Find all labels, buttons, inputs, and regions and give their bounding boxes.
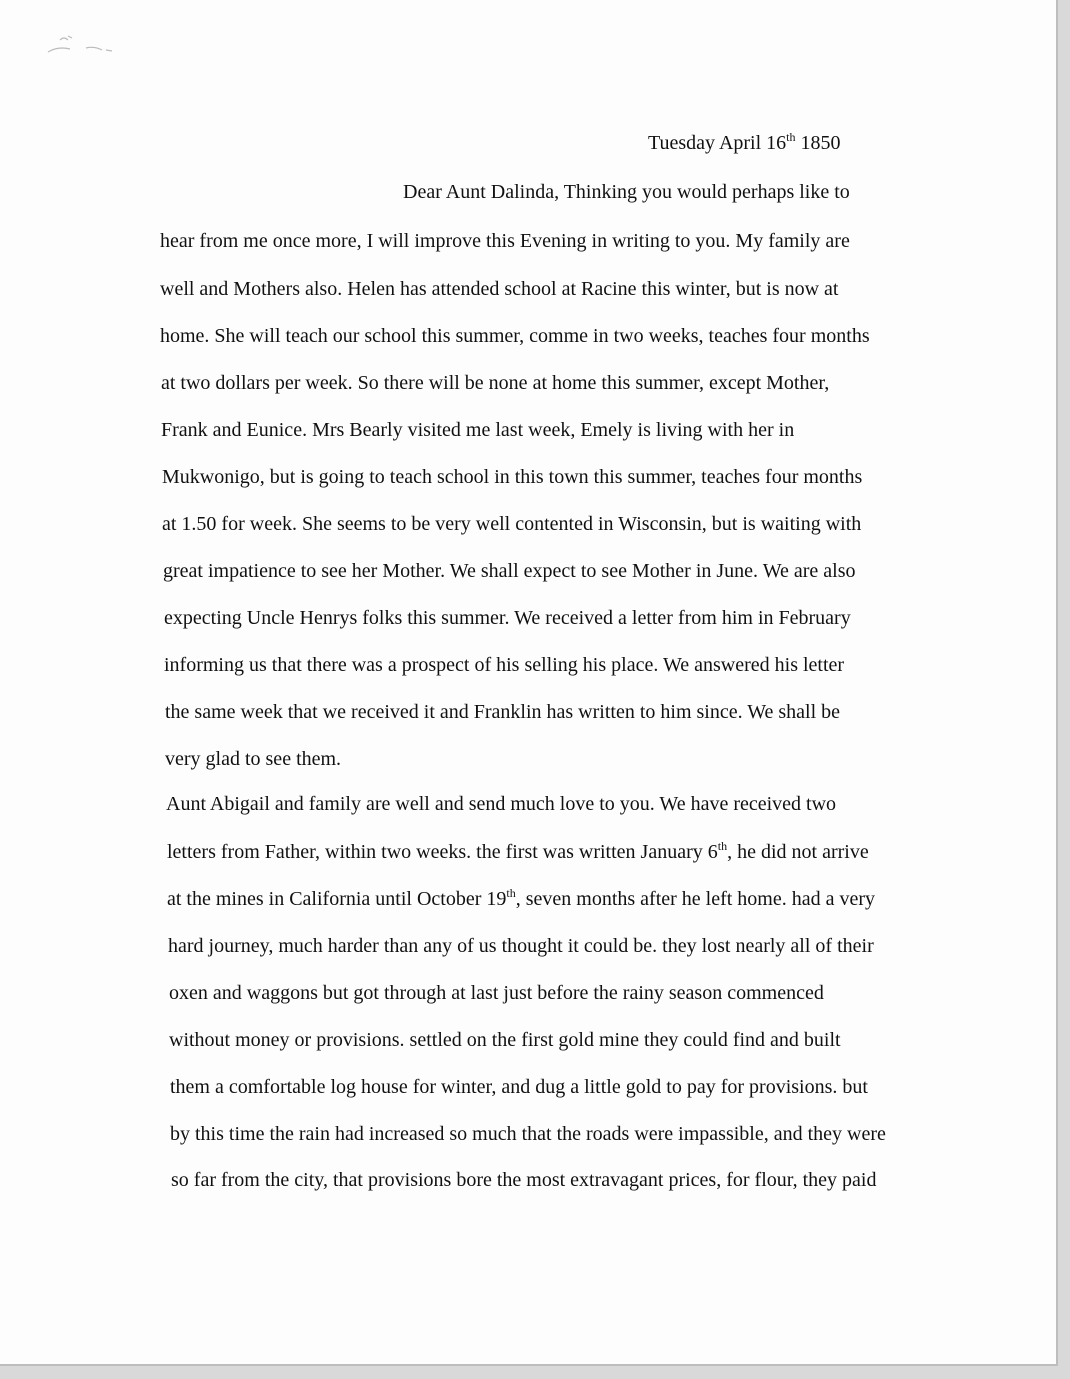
- letter-line: Aunt Abigail and family are well and send much love to you. We have received two: [166, 793, 837, 815]
- letter-line: informing us that there was a prospect of his selling his place. We answered his letter: [164, 654, 845, 676]
- letter-line: the same week that we received it and Franklin has written to him since. We shall be: [165, 701, 841, 723]
- letter-line: Mukwonigo, but is going to teach school in this town this summer, teaches four months: [162, 466, 863, 488]
- letter-line: hear from me once more, I will improve this Evening in writing to you. My family are: [160, 230, 850, 252]
- letter-line: at the mines in California until October 19th, seven months after he left home. had a very: [167, 886, 876, 910]
- letter-line: Dear Aunt Dalinda, Thinking you would perhaps like to: [403, 181, 850, 203]
- letter-line: at 1.50 for week. She seems to be very well contented in Wisconsin, but is waiting with: [162, 513, 862, 535]
- letter-line: by this time the rain had increased so much that the roads were impassible, and they were: [170, 1123, 886, 1145]
- letter-line: great impatience to see her Mother. We shall expect to see Mother in June. We are also: [163, 560, 856, 582]
- letter-line: very glad to see them.: [165, 748, 342, 770]
- letter-line: them a comfortable log house for winter, and dug a little gold to pay for provisions. but: [170, 1076, 868, 1098]
- letter-line: oxen and waggons but got through at last just before the rainy season commenced: [169, 982, 824, 1004]
- paper-smudge-mark: [46, 30, 116, 58]
- letter-line: so far from the city, that provisions bore the most extravagant prices, for flour, they paid: [171, 1169, 877, 1191]
- letter-line: without money or provisions. settled on the first gold mine they could find and built: [169, 1029, 841, 1051]
- letter-line: Frank and Eunice. Mrs Bearly visited me last week, Emely is living with her in: [161, 419, 795, 441]
- letter-line: letters from Father, within two weeks. the first was written January 6th, he did not arrive: [167, 839, 869, 863]
- letter-line: home. She will teach our school this summer, comme in two weeks, teaches four months: [160, 325, 870, 347]
- letter-date: Tuesday April 16th 1850: [648, 130, 841, 154]
- letter-line: well and Mothers also. Helen has attended school at Racine this winter, but is now at: [160, 278, 839, 300]
- letter-line: at two dollars per week. So there will be none at home this summer, except Mother,: [161, 372, 830, 394]
- letter-line: hard journey, much harder than any of us thought it could be. they lost nearly all of their: [168, 935, 874, 957]
- letter-line: expecting Uncle Henrys folks this summer. We received a letter from him in February: [164, 607, 851, 629]
